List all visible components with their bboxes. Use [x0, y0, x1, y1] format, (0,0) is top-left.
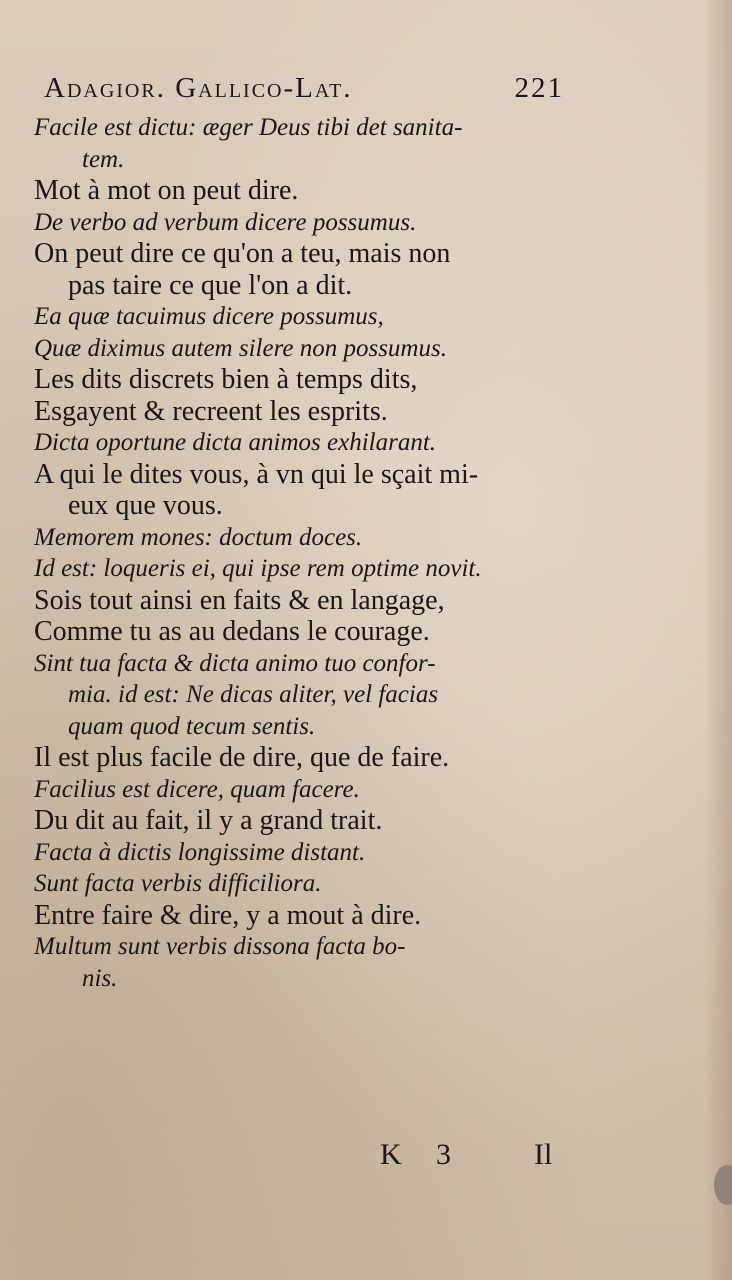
- text-line: quam quod tecum sentis.: [68, 712, 316, 740]
- text-line: Facile est dictu: æger Deus tibi det sanita-: [34, 114, 463, 141]
- page-edge-shadow: [704, 0, 732, 1280]
- text-line: Dicta oportune dicta animos exhilarant.: [34, 429, 437, 456]
- text-line: pas taire ce que l'on a dit.: [68, 269, 353, 301]
- text-line: Mot à mot on peut dire.: [34, 175, 299, 206]
- text-line: Multum sunt verbis dissona facta bo-: [34, 933, 406, 960]
- running-title: Adagior. Gallico-Lat.: [44, 72, 353, 104]
- text-line: Entre faire & dire, y a mout à dire.: [34, 899, 422, 931]
- text-line: A qui le dites vous, à vn qui le sçait mi-: [34, 458, 479, 490]
- signature-number: 3: [436, 1138, 451, 1171]
- text-line: Comme tu as au dedans le courage.: [34, 616, 430, 647]
- text-line: Memorem mones: doctum doces.: [34, 523, 363, 551]
- text-line: Ea quæ tacuimus dicere possumus,: [34, 303, 384, 330]
- signature-mark: K: [380, 1138, 402, 1171]
- text-line: nis.: [82, 964, 118, 992]
- text-line: On peut dire ce qu'on a teu, mais non: [34, 238, 451, 269]
- catchword: Il: [534, 1138, 553, 1171]
- page-number: 221: [514, 72, 564, 104]
- text-line: Du dit au fait, il y a grand trait.: [34, 805, 383, 836]
- text-line: Les dits discrets bien à temps dits,: [34, 364, 418, 395]
- running-header: [44, 72, 564, 105]
- text-line: De verbo ad verbum dicere possumus.: [34, 208, 417, 236]
- text-line: Id est: loqueris ei, qui ipse rem optime novit.: [34, 555, 482, 582]
- text-line: Quæ diximus autem silere non possumus.: [34, 334, 447, 362]
- text-line: Il est plus facile de dire, que de faire.: [34, 742, 450, 773]
- text-line: Sint tua facta & dicta animo tuo confor-: [34, 649, 436, 677]
- text-line: Sois tout ainsi en faits & en langage,: [34, 584, 445, 616]
- text-line: Esgayent & recreent les esprits.: [34, 395, 388, 427]
- text-line: eux que vous.: [68, 490, 223, 521]
- text-line: Facta à dictis longissime distant.: [34, 838, 366, 866]
- text-body: [34, 112, 574, 994]
- text-line: mia. id est: Ne dicas aliter, vel facias: [68, 681, 439, 708]
- text-line: tem.: [82, 145, 125, 173]
- text-line: Sunt facta verbis difficiliora.: [34, 870, 322, 897]
- text-line: Facilius est dicere, quam facere.: [34, 775, 360, 803]
